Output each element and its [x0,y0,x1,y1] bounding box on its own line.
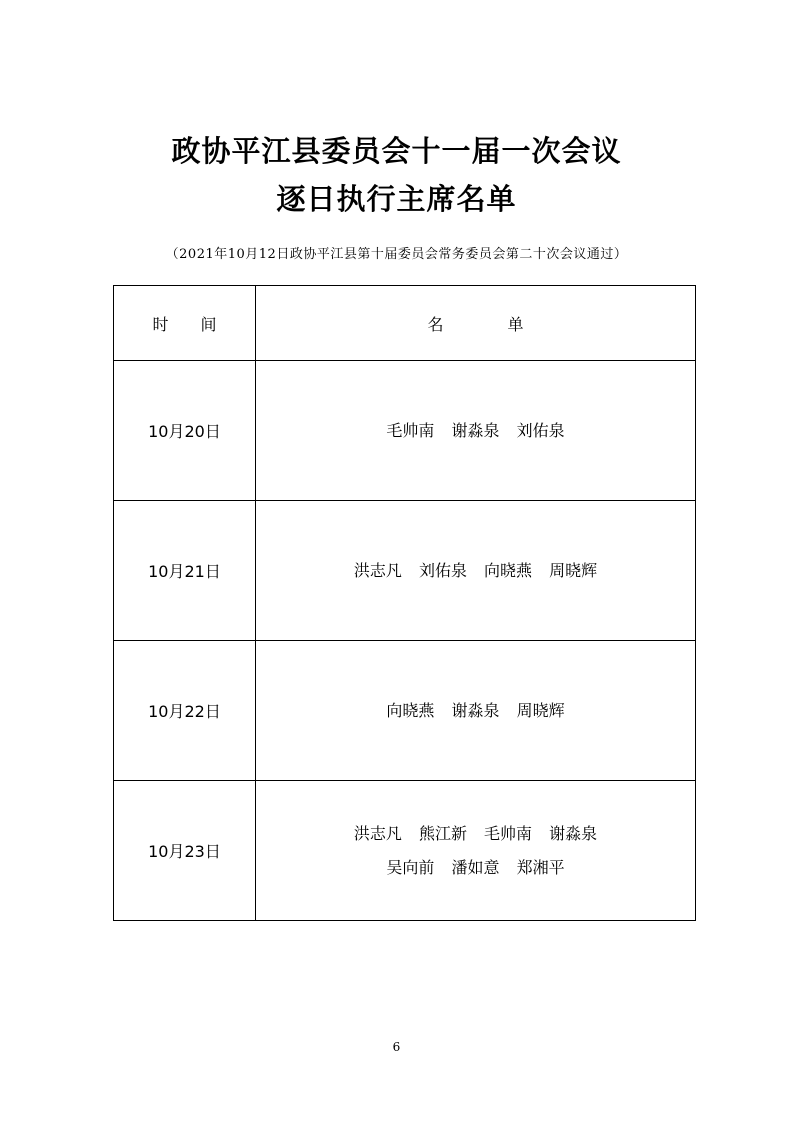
person-name: 熊江新 [418,823,467,843]
document-title-line2: 逐日执行主席名单 [276,182,517,216]
person-name: 毛帅南 [386,420,435,440]
names-line [256,694,695,728]
person-name: 向晓燕 [386,700,435,720]
table-row [114,361,696,501]
person-name: 刘佑泉 [418,560,467,580]
date-cell: 10月21日 [114,501,256,641]
date-cell: 10月20日 [114,361,256,501]
person-name: 谢淼泉 [451,420,500,440]
person-name: 刘佑泉 [516,420,565,440]
person-name: 向晓燕 [484,560,533,580]
table-row [114,641,696,781]
names-cell [256,641,696,781]
names-line [256,817,695,851]
person-name: 谢淼泉 [451,700,500,720]
header-time: 时 间 [114,286,256,361]
chairperson-schedule-table [113,285,696,921]
page-number: 6 [392,1040,401,1054]
table-row [114,501,696,641]
table-row [114,781,696,921]
person-name: 洪志凡 [353,560,402,580]
person-name: 周晓辉 [516,700,565,720]
header-names: 名 单 [256,286,696,361]
names-line [256,414,695,448]
names-cell [256,501,696,641]
names-cell [256,781,696,921]
person-name: 谢淼泉 [549,823,598,843]
document-subtitle: （2021年10月12日政协平江县第十届委员会常务委员会第二十次会议通过） [165,247,628,262]
person-name: 郑湘平 [516,857,565,877]
document-title-line1: 政协平江县委员会十一届一次会议 [171,134,622,168]
table-header-row [114,286,696,361]
names-line [256,554,695,588]
person-name: 洪志凡 [353,823,402,843]
person-name: 毛帅南 [484,823,533,843]
names-cell [256,361,696,501]
date-cell: 10月23日 [114,781,256,921]
date-cell: 10月22日 [114,641,256,781]
names-line [256,851,695,885]
person-name: 潘如意 [451,857,500,877]
person-name: 吴向前 [386,857,435,877]
person-name: 周晓辉 [549,560,598,580]
